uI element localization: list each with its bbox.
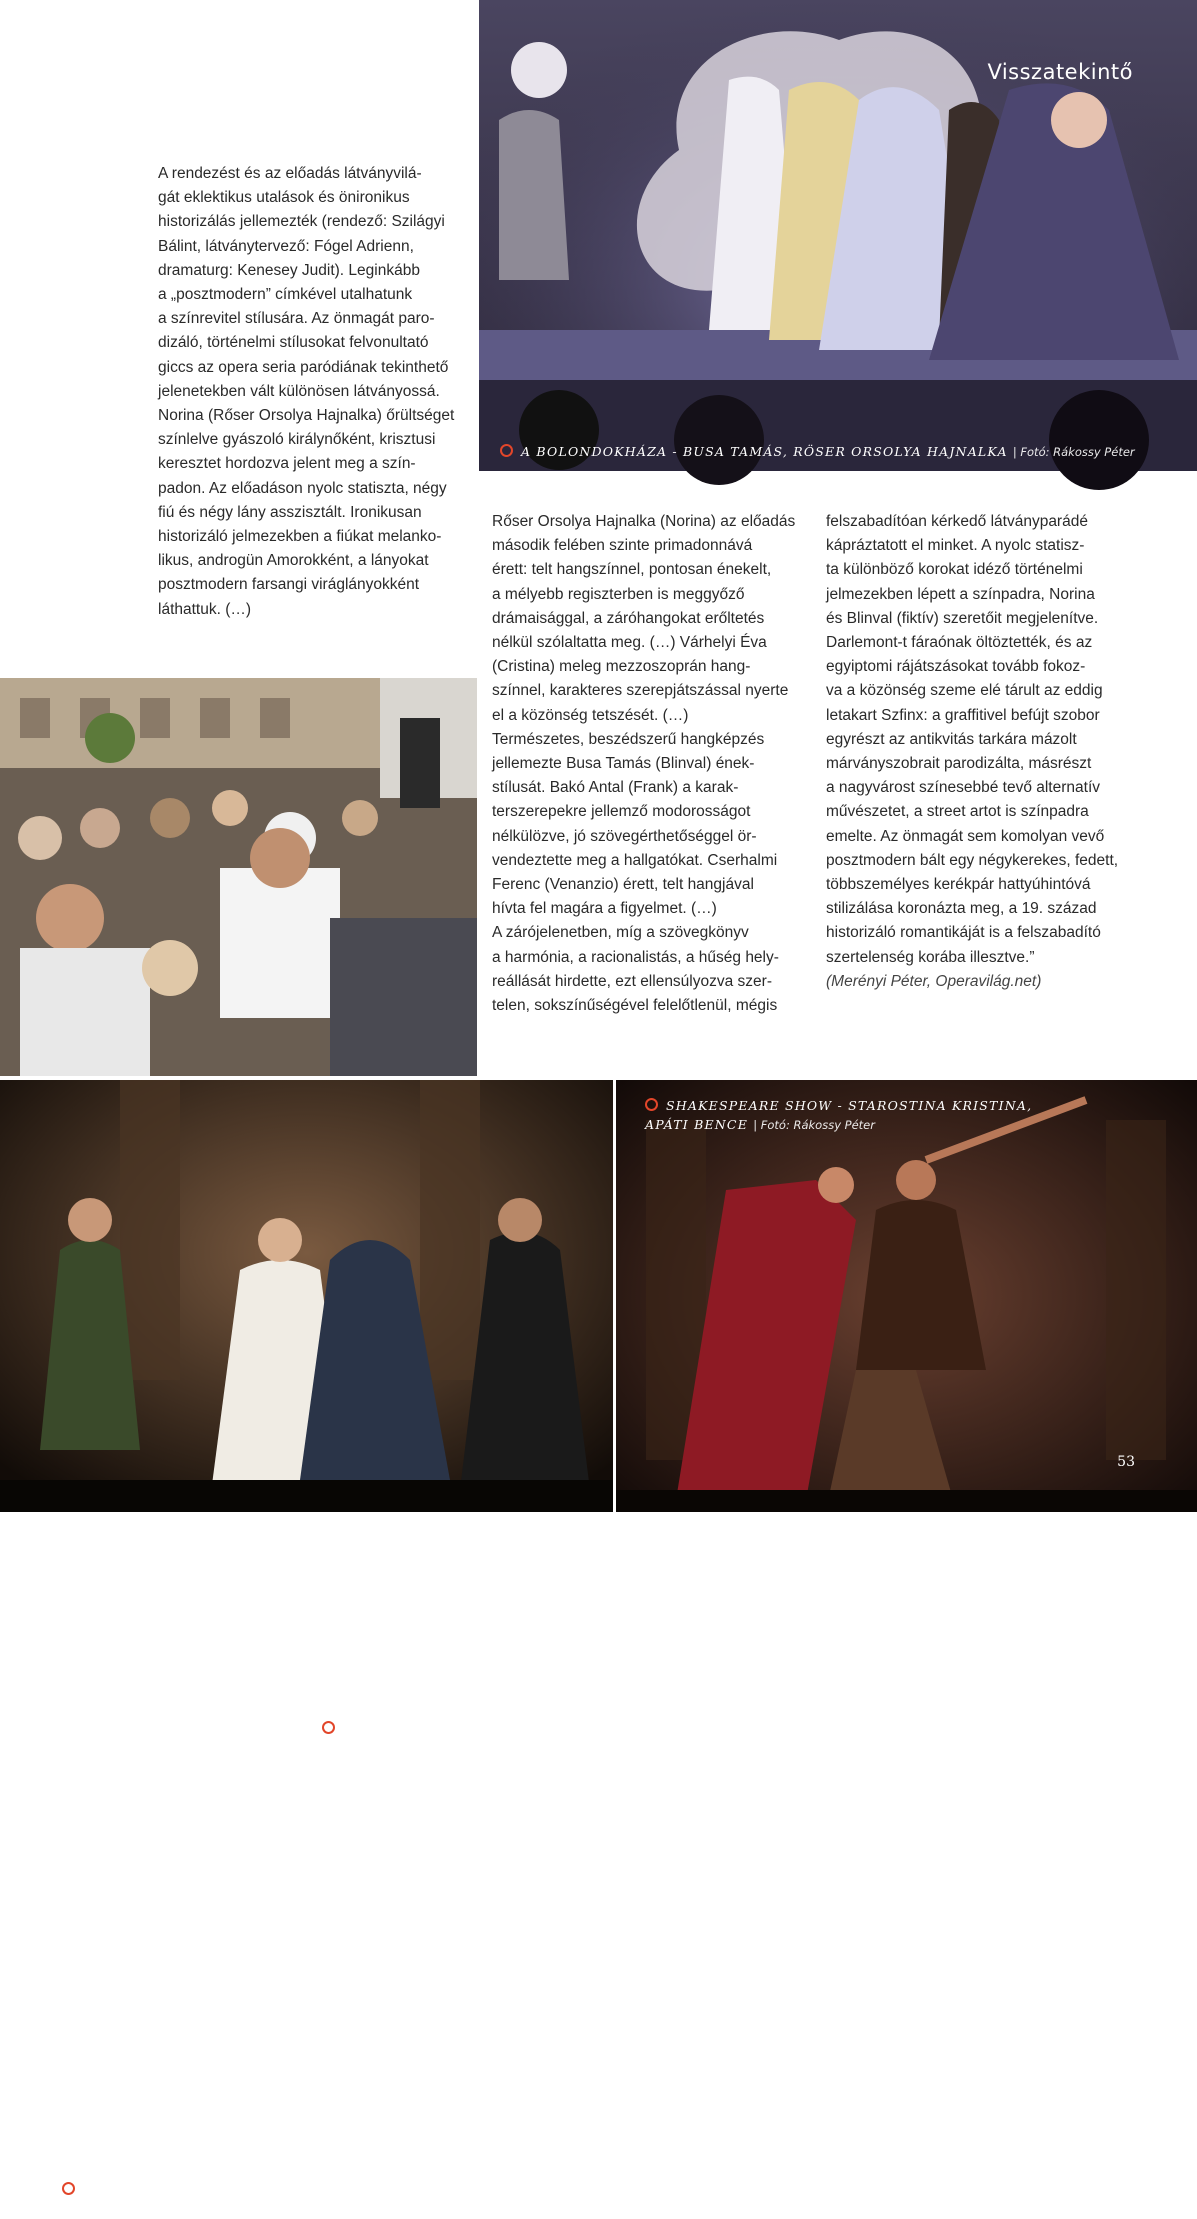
- text-line: a harmónia, a racionalistás, a hűség hely-: [492, 948, 779, 966]
- text-line: ta különböző korokat idéző történelmi: [826, 561, 1083, 579]
- caption-text: ORSOLYA, KÁLLOY MOLNÁR PÉTER: [62, 2201, 332, 2216]
- text-line: dramaturg: Kenesey Judit). Leginkább: [158, 261, 420, 279]
- text-line: stílusát. Bakó Antal (Frank) a karak-: [492, 779, 739, 797]
- text-line: stilizálása koronázta meg, a 19. század: [826, 900, 1097, 918]
- photo-credit: Fotó: Rákossy Péter: [343, 1722, 458, 1736]
- text-line: Ferenc (Venanzio) érett, telt hangjával: [492, 876, 754, 894]
- text-line: historizálás jellemezték (rendező: Szilágyi: [158, 213, 445, 231]
- page-number: 53: [1117, 1454, 1135, 1470]
- text-line: nélkülözve, jó szövegérthetőséggel ör-: [492, 827, 757, 845]
- text-line: színlelve gyászoló királynőként, krisztusi: [158, 431, 436, 449]
- text-line: egyrészt az antikvitás tarkára mázolt: [826, 730, 1077, 748]
- text-line: felszabadítóan kérkedő látványparádé: [826, 513, 1088, 530]
- caption-bullet-icon: [645, 1098, 658, 1111]
- text-line: keresztet hordozva jelent meg a szín-: [158, 455, 416, 473]
- photo-caption-crowd: [322, 1720, 457, 1739]
- text-line: likus, androgün Amorokként, a lányokat: [158, 552, 429, 570]
- caption-text: APÁTI BENCE: [645, 1117, 749, 1132]
- text-line: reállását hirdette, ezt ellensúlyozva szer-: [492, 972, 772, 990]
- text-line: egyiptomi rájátszásokat tovább fokoz-: [826, 658, 1086, 676]
- text-line: Norina (Rőser Orsolya Hajnalka) őrültséget: [158, 407, 455, 425]
- photo-credit: | Fotó: Rákossy Péter: [1012, 445, 1135, 459]
- text-line: többszemélyes kerékpár hattyúhintóvá: [826, 876, 1091, 894]
- text-line: gát eklektikus utalások és önironikus: [158, 189, 410, 207]
- stage-photo-bolondokhaza: [479, 0, 1197, 471]
- text-line: Természetes, beszédszerű hangképzés: [492, 730, 765, 748]
- caption-bullet-icon: [322, 1721, 335, 1734]
- photo-caption-right: [645, 1096, 1032, 1135]
- article-column-3: [826, 510, 1136, 994]
- text-line: Bálint, látványtervező: Fógel Adrienn,: [158, 237, 414, 255]
- quote-source: (Merényi Péter, Operavilág.net): [826, 972, 1042, 990]
- text-line: művészetet, a street artot is színpadra: [826, 803, 1089, 821]
- caption-bullet-icon: [500, 444, 513, 457]
- text-line: el a közönség tetszését. (…): [492, 706, 689, 724]
- caption-text: A BOLONDOKHÁZA - BUSA TAMÁS, RÖSER ORSOLYA HAJNALKA: [521, 444, 1008, 459]
- text-line: szertelenség korába illesztve.”: [826, 948, 1035, 966]
- audience-photo: [0, 678, 477, 1736]
- photo-credit: | Fotó: Rákossy Péter: [753, 1118, 875, 1132]
- text-line: és Blinval (fiktív) szeretőit megjelenítve.: [826, 609, 1099, 627]
- article-column-1: [158, 162, 458, 622]
- text-line: a mélyebb regiszterben is meggyőző: [492, 585, 745, 603]
- text-line: emelte. Az önmagát sem komolyan vevő: [826, 827, 1105, 845]
- photo-caption-top: [500, 442, 1135, 462]
- text-line: posztmodern farsangi viráglányokként: [158, 576, 420, 594]
- text-line: érett: telt hangszínnel, pontosan énekelt,: [492, 561, 772, 579]
- text-line: jelenetekben vált különösen látványossá.: [158, 382, 440, 400]
- text-line: A rendezést és az előadás látványvilá-: [158, 165, 422, 182]
- text-line: nélkül szólaltatta meg. (…) Várhelyi Éva: [492, 634, 767, 652]
- text-line: márványszobrait parodizálta, másrészt: [826, 755, 1092, 773]
- caption-text: SHAKESPEARE SHOW - GÁSPÁR ANDRÁS, SÁFÁR: [83, 2182, 455, 2197]
- text-line: telen, sokszínűségével felelőtlenül, mégis: [492, 997, 778, 1015]
- text-line: jellemezte Busa Tamás (Blinval) ének-: [492, 755, 755, 773]
- text-line: színnel, karakteres szerepjátszással nyerte: [492, 682, 789, 700]
- text-line: A zárójelenetben, míg a szövegkönyv: [492, 924, 749, 942]
- text-line: láthattuk. (…): [158, 600, 252, 618]
- text-line: második felében szinte primadonnává: [492, 537, 753, 555]
- text-line: a nagyvárost színesebbé tevő alternatív: [826, 779, 1100, 797]
- text-line: Rőser Orsolya Hajnalka (Norina) az előadás: [492, 513, 796, 530]
- article-column-2: [492, 510, 812, 1018]
- text-line: kápráztatott el minket. A nyolc statisz-: [826, 537, 1085, 555]
- text-line: jelmezekben lépett a színpadra, Norina: [826, 585, 1095, 603]
- text-line: historizáló romantikáját is a felszabadító: [826, 924, 1101, 942]
- photo-credit: | Fotó: Rákossy Péter: [337, 2202, 459, 2216]
- text-line: terszerepekre jellemző modorosságot: [492, 803, 751, 821]
- text-line: drámaisággal, a záróhangokat erőltetés: [492, 609, 765, 627]
- section-title: Visszatekintő: [987, 60, 1133, 84]
- text-line: dizáló, történelmi stílusokat felvonultató: [158, 334, 429, 352]
- photo-caption-left: [62, 2180, 459, 2219]
- text-line: a színrevitel stílusára. Az önmagát paro-: [158, 310, 435, 328]
- text-line: hívta fel magára a figyelmet. (…): [492, 900, 717, 918]
- text-line: (Cristina) meleg mezzoszoprán hang-: [492, 658, 751, 676]
- text-line: va a közönség szeme elé tárult az eddig: [826, 682, 1103, 700]
- text-line: padon. Az előadáson nyolc statiszta, négy: [158, 479, 447, 497]
- text-line: fiú és négy lány asszisztált. Ironikusan: [158, 503, 422, 521]
- text-line: Darlemont-t fáraónak öltöztették, és az: [826, 634, 1093, 652]
- text-line: vendeztette meg a hallgatókat. Cserhalmi: [492, 851, 778, 869]
- caption-text: SHAKESPEARE SHOW - STAROSTINA KRISTINA,: [666, 1098, 1033, 1113]
- text-line: posztmodern bált egy négykerekes, fedett,: [826, 851, 1119, 869]
- stage-photo-shakespeare-2: [616, 1080, 1197, 1512]
- text-line: giccs az opera seria paródiának tekinthető: [158, 358, 449, 376]
- stage-photo-shakespeare-1: [0, 1080, 613, 2216]
- caption-bullet-icon: [62, 2182, 75, 2195]
- text-line: historizáló jelmezekben a fiúkat melanko-: [158, 528, 442, 546]
- text-line: letakart Szfinx: a graffitivel befújt szobor: [826, 706, 1100, 724]
- text-line: a „posztmodern” címkével utalhatunk: [158, 286, 413, 304]
